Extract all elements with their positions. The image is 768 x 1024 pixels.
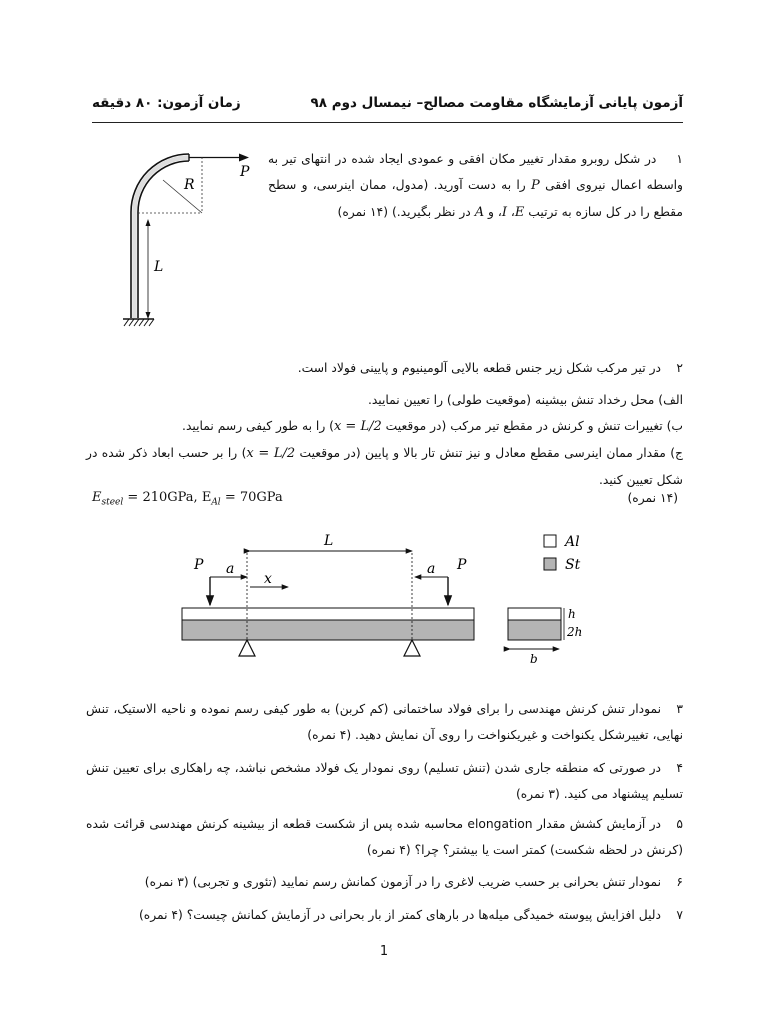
q2-support-right: [404, 640, 420, 656]
q5-keyword: elongation: [467, 817, 533, 831]
exam-duration: زمان آزمون: ۸۰ دقیقه: [92, 95, 241, 111]
q6-number: ۶: [676, 875, 683, 889]
q2-label-2h: 2h: [567, 625, 583, 639]
q2-label-h: h: [568, 607, 576, 621]
q1-symbol-I: I: [501, 205, 507, 220]
q1-sep1: ،: [510, 205, 515, 219]
q1-sep2: ، و: [488, 205, 502, 219]
question-3: [86, 696, 683, 748]
q2-part-c-2: ) را بر حسب ابعاد ذکر شده در شکل تعیین کنید.: [86, 446, 683, 487]
q2-label-x: x: [264, 571, 272, 587]
q2-legend-st-swatch: [544, 558, 556, 570]
q1-text-part3: در نظر بگیرید.) (۱۴ نمره): [337, 205, 471, 219]
q2-label-a-left: a: [226, 561, 235, 577]
q1-symbol-E: E: [514, 205, 525, 220]
q1-number: ۱: [676, 152, 683, 166]
q2-beam-steel: [182, 620, 474, 640]
question-4: [86, 755, 683, 807]
q2-label-P-left: P: [194, 557, 204, 573]
q2-figure: [170, 525, 600, 670]
q5-text-part2: محاسبه شده پس از شکست قطعه از بیشینه کرنش مهندسی قرائت شده (کرنش در لحظه شکست) کمتر است یا بیشتر؟ چرا؟ (۴ نمره): [86, 817, 683, 857]
q2-beam-aluminum: [182, 608, 474, 620]
q2-label-b: b: [530, 652, 538, 666]
q4-text: در صورتی که منطقه جاری شدن (تنش تسلیم) روی نمودار یک فولاد مشخص نباشد، چه راهکاری برای تعیین تنش تسلیم پیشنهاد می کنید. (۳ نمره): [86, 761, 683, 801]
q2-part-b-1: ب) تغییرات تنش و کرنش در مقطع تیر مرکب (در موقعیت: [385, 419, 683, 433]
q1-force-arrowhead: [239, 154, 249, 162]
q2-part-b-2: ) را به طور کیفی رسم نمایید.: [182, 419, 334, 433]
q1-radius-line: [163, 180, 202, 213]
formula-part2: = 70GPa: [220, 490, 283, 505]
q5-number: ۵: [676, 817, 683, 831]
q1-label-P: P: [240, 164, 250, 180]
q2-points: (۱۴ نمره): [627, 491, 678, 505]
question-1: [268, 146, 683, 226]
q2-label-L: L: [324, 533, 334, 549]
q2-intro: در تیر مرکب شکل زیر جنس قطعه بالایی آلومینیوم و پایینی فولاد است.: [297, 361, 661, 375]
q2-section-steel: [508, 620, 561, 640]
formula-sub-steel: steel: [101, 497, 124, 508]
q3-number: ۳: [676, 702, 683, 716]
question-5: [86, 811, 683, 863]
page-number: 1: [379, 944, 389, 959]
q2-number: ۲: [676, 361, 683, 375]
q2-part-c-1: ج) مقدار ممان اینرسی مقطع معادل و نیز تنش تار بالا و پایین (در موقعیت: [299, 446, 683, 460]
q1-text-part1: در شکل روبرو مقدار تغییر مکان افقی و عمودی ایجاد شده در انتهای تیر به واسطه اعمال نیروی افقی: [268, 152, 683, 192]
q2-part-b-formula: x = L/2: [333, 419, 382, 434]
question-6: [86, 869, 683, 895]
formula-part1: = 210GPa, E: [123, 490, 212, 505]
q1-label-R: R: [184, 177, 195, 193]
q7-text: دلیل افزایش پیوسته خمیدگی میله‌ها در بارهای کمتر از بار بحرانی در آزمایش کمانش چیست؟ (۴ نمره): [138, 908, 661, 922]
q4-number: ۴: [676, 761, 683, 775]
q1-figure: [118, 140, 268, 340]
q6-text: نمودار تنش بحرانی بر حسب ضریب لاغری را در آزمون کمانش رسم نمایید (تئوری و تجربی) (۳ نمره): [144, 875, 661, 889]
question-7: [86, 902, 683, 928]
q7-number: ۷: [676, 908, 683, 922]
header-rule: [92, 122, 683, 123]
q2-legend-al-swatch: [544, 535, 556, 547]
q1-symbol-P: P: [531, 178, 540, 193]
q3-text: نمودار تنش کرنش مهندسی را برای فولاد ساختمانی (کم کربن) به طور کیفی رسم نموده و ناحیه الاستیک، تنش نهایی، تغییرشکل یکنواخت و غیریکنواخت را روی آن نمایش دهید. (۴ نمره): [86, 702, 683, 742]
q1-label-L: L: [154, 259, 164, 275]
q2-part-a: الف) محل رخداد تنش بیشینه (موقعیت طولی) را تعیین نمایید.: [367, 393, 683, 407]
question-2: [86, 355, 683, 493]
q2-legend-st: St: [565, 557, 581, 573]
q1-bar-core: [135, 158, 190, 319]
q1-bar-outer: [131, 154, 189, 318]
q2-section-aluminum: [508, 608, 561, 620]
q2-label-P-right: P: [457, 557, 467, 573]
q1-symbol-A: A: [474, 205, 485, 220]
exam-title: آزمون پایانی آزمایشگاه مقاومت مصالح– نیمسال دوم ۹۸: [310, 95, 683, 111]
q1-ground-hatch: [124, 319, 154, 326]
q2-legend-al: Al: [565, 534, 580, 550]
q1-bar-inner: [138, 161, 189, 318]
q1-text-part2: را به دست آورید. (مدول، ممان اینرسی، و سطح مقطع را در کل سازه به ترتیب: [268, 178, 683, 219]
formula-sub-al: Al: [211, 497, 221, 508]
formula-E-steel: E: [92, 490, 102, 505]
q2-label-a-right: a: [427, 561, 436, 577]
q2-support-left: [239, 640, 255, 656]
q2-moduli-formula: [92, 490, 283, 508]
q2-part-c-formula: x = L/2: [246, 446, 296, 461]
q5-text-part1: در آزمایش کشش مقدار: [536, 817, 661, 831]
